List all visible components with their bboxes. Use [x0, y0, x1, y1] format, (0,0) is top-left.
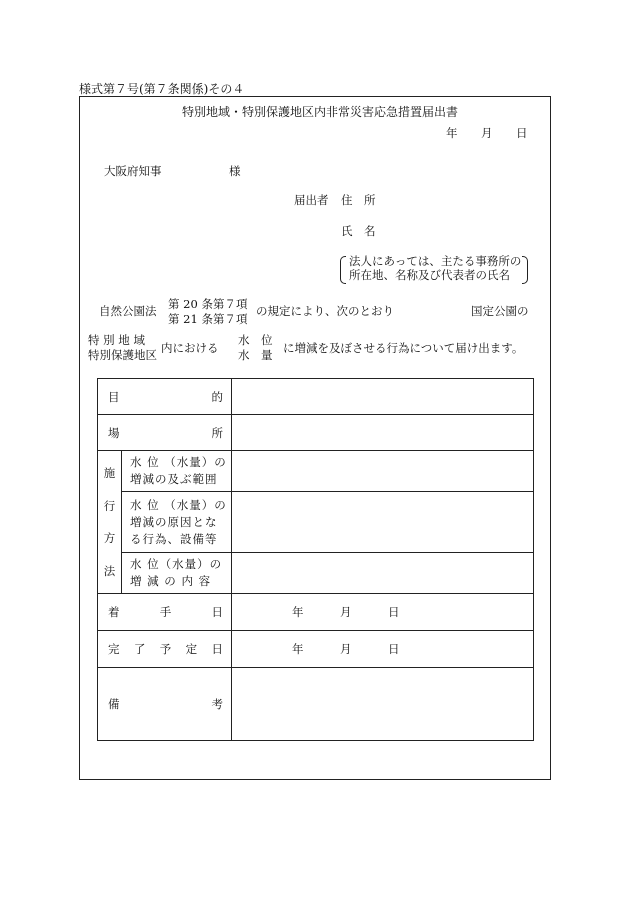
method-cause-field[interactable] — [232, 492, 534, 553]
law-name: 自然公園法 — [99, 304, 157, 318]
addressee-honorific: 様 — [229, 164, 241, 178]
start-date-field[interactable]: 年 月 日 — [232, 594, 534, 631]
location-field[interactable] — [232, 415, 534, 451]
provision-text: の規定により、次のとおり — [256, 304, 394, 318]
submitter-label: 届出者 — [294, 193, 329, 207]
date-day: 日 — [516, 126, 528, 140]
form-id: 様式第７号(第７条関係)その４ — [79, 82, 245, 96]
corp-note-line1: 法人にあっては、主たる事務所の — [349, 254, 522, 268]
closing-text: に増減を及ぼさせる行為について届け出ます。 — [283, 341, 524, 355]
table-row — [98, 379, 534, 415]
within-text: 内における — [161, 341, 219, 355]
table-row — [98, 594, 534, 631]
date-year: 年 — [446, 126, 458, 140]
name-label: 氏 名 — [341, 224, 376, 238]
table-row — [98, 415, 534, 451]
date-month: 月 — [481, 126, 493, 140]
table-row — [98, 451, 534, 492]
corp-note-line2: 所在地、名称及び代表者の氏名 — [349, 268, 510, 282]
notes-label: 備 考 — [98, 668, 232, 741]
method-range-field[interactable] — [232, 451, 534, 492]
table-row — [98, 553, 534, 594]
purpose-label: 目 的 — [98, 379, 232, 415]
park-type: 国定公園の — [471, 304, 529, 318]
method-label: 施 行 方 法 — [98, 451, 122, 594]
table-row — [98, 631, 534, 668]
application-table — [97, 378, 534, 741]
table-row — [98, 668, 534, 741]
method-content-label: 水 位（水量）の 増 減 の 内 容 — [122, 553, 232, 594]
water-1: 水 位 — [238, 333, 273, 347]
method-range-label: 水 位 （水量）の 増減の及ぶ範囲 — [122, 451, 232, 492]
start-date-label: 着 手 日 — [98, 594, 232, 631]
area-1: 特 別 地 域 — [88, 333, 145, 347]
method-cause-label: 水 位 （水量）の 増減の原因とな る行為、設備等 — [122, 492, 232, 553]
purpose-field[interactable] — [232, 379, 534, 415]
location-label: 場 所 — [98, 415, 232, 451]
method-content-field[interactable] — [232, 553, 534, 594]
address-label: 住 所 — [341, 193, 376, 207]
article-2: 第 21 条第７項 — [168, 312, 248, 326]
completion-date-field[interactable]: 年 月 日 — [232, 631, 534, 668]
notes-field[interactable] — [232, 668, 534, 741]
table-row — [98, 492, 534, 553]
area-2: 特別保護地区 — [88, 348, 157, 362]
completion-date-label: 完 了 予 定 日 — [98, 631, 232, 668]
article-1: 第 20 条第７項 — [168, 297, 248, 311]
addressee-name: 大阪府知事 — [104, 164, 162, 178]
form-title: 特別地域・特別保護地区内非常災害応急措置届出書 — [182, 105, 459, 119]
water-2: 水 量 — [238, 348, 273, 362]
